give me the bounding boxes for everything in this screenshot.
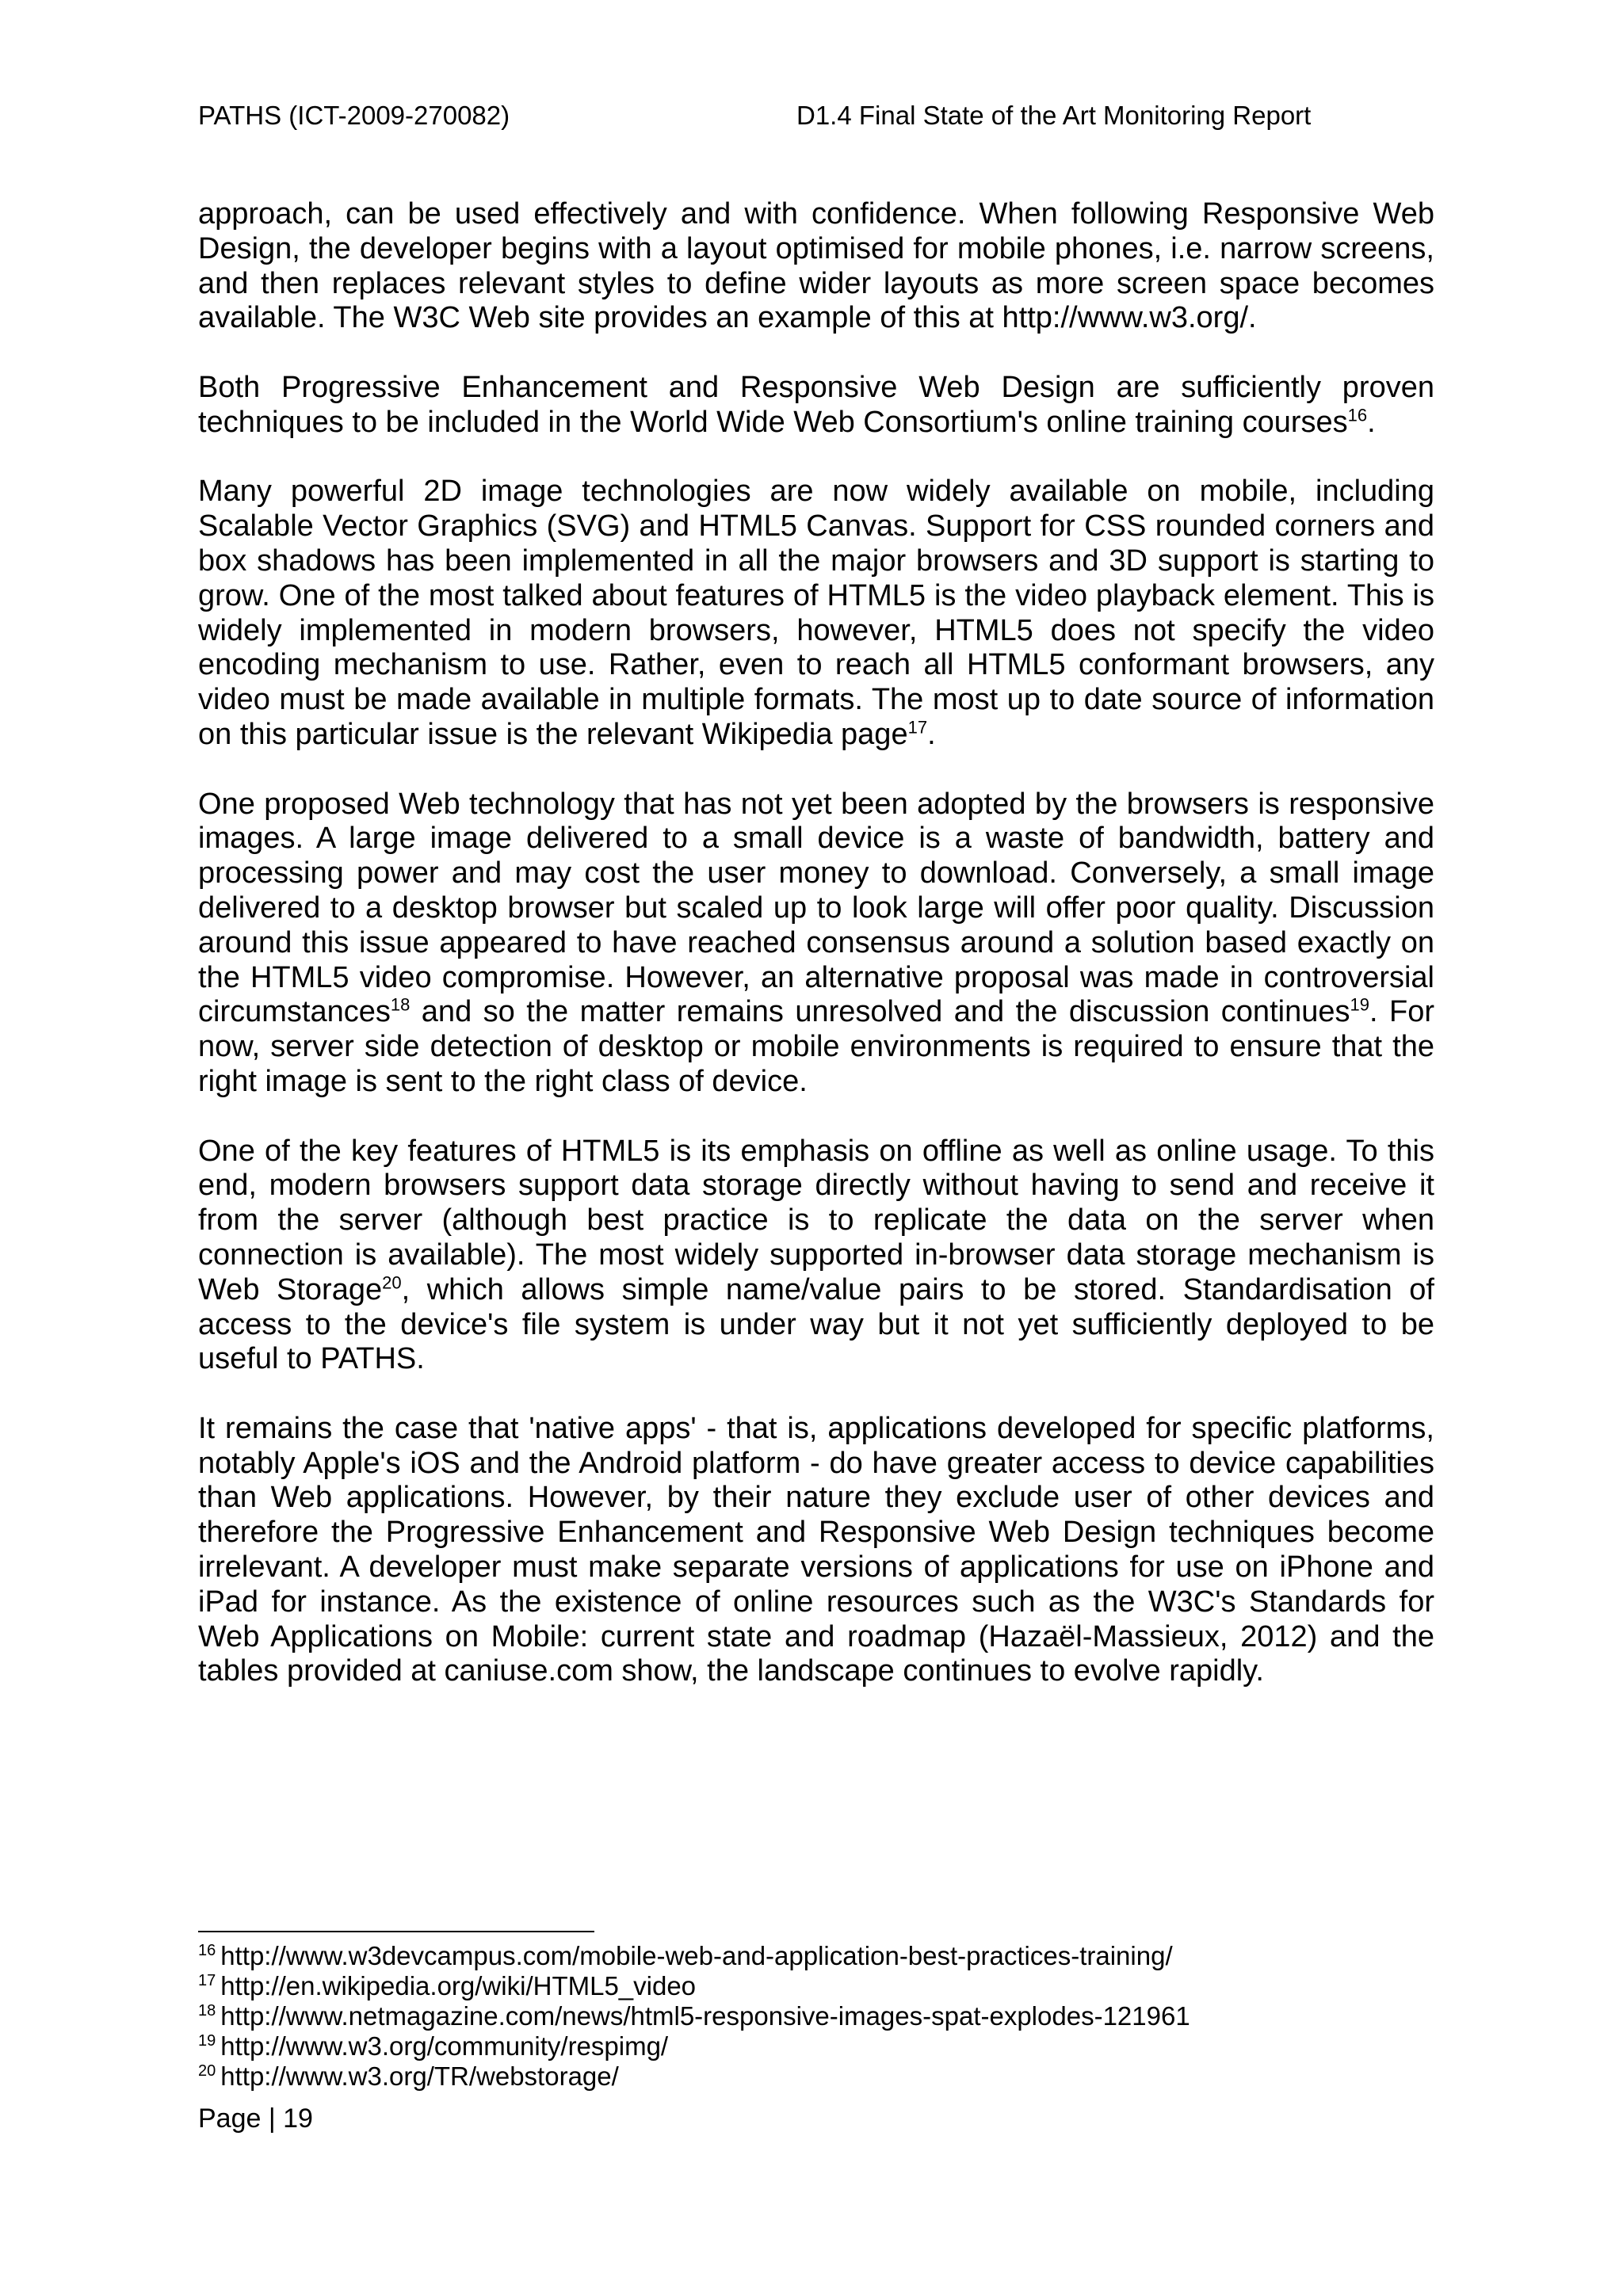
paragraph-4-text-b: and so the matter remains unresolved and the discussion continues — [410, 995, 1350, 1029]
paragraph-6: It remains the case that 'native apps' - that is, applications developed for specific platforms, notably Apple's iOS and the Android platform - do have greater access to device capabilities than Web applications. However, by their nature they exclude user of other devices and therefore the Progressive Enhancement and Responsive Web Design techniques become irrelevant. A developer must make separate versions of applications for use on iPhone and iPad for instance. As the existence of online resources such as the W3C's Standards for Web Applications on Mobile: current state and roadmap (Hazaël-Massieux, 2012) and the tables provided at caniuse.com show, the landscape continues to evolve rapidly. — [198, 1411, 1434, 1688]
body-text — [198, 197, 1434, 1724]
paragraph-3-end: . — [927, 717, 936, 751]
footnote-20 — [198, 2061, 1434, 2092]
footnote-ref-19[interactable]: 19 — [1350, 994, 1369, 1015]
footnote-number: 19 — [198, 2032, 216, 2050]
paragraph-4 — [198, 788, 1434, 1100]
footnote-divider — [198, 1931, 594, 1932]
footnote-link[interactable]: http://www.w3devcampus.com/mobile-web-and-application-best-practices-training/ — [220, 1941, 1173, 1970]
paragraph-4-text-a: One proposed Web technology that has not yet been adopted by the browsers is responsive images. A large image delivered to a small device is a waste of bandwidth, battery and processing power and may cost the user money to download. Conversely, a small image delivered to a desktop browser but scaled up to look large will offer poor quality. Discussion around this issue appeared to have reached consensus around a solution based exactly on the HTML5 video compromise. However, an alternative proposal was made in controversial circumstances — [198, 787, 1434, 1029]
paragraph-2-text: Both Progressive Enhancement and Responsive Web Design are sufficiently proven techniques to be included in the World Wide Web Consortium's online training courses — [198, 370, 1434, 439]
paragraph-1: approach, can be used effectively and with confidence. When following Responsive Web Design, the developer begins with a layout optimised for mobile phones, i.e. narrow screens, and then replaces relevant styles to define wider layouts as more screen space becomes available. The W3C Web site provides an example of this at http://www.w3.org/. — [198, 197, 1434, 335]
header-document-title: D1.4 Final State of the Art Monitoring Report — [796, 101, 1312, 130]
footnote-19 — [198, 2031, 1434, 2061]
paragraph-4-text-c: . For now, server side detection of desktop or mobile environments is required to ensure that the right image is sent to the right class of device. — [198, 995, 1434, 1098]
paragraph-3 — [198, 475, 1434, 752]
paragraph-5 — [198, 1135, 1434, 1378]
header-project-id: PATHS (ICT-2009-270082) — [198, 101, 510, 130]
footnote-number: 17 — [198, 1972, 216, 1989]
footnote-17 — [198, 1971, 1434, 2001]
footnote-link[interactable]: http://www.w3.org/TR/webstorage/ — [220, 2061, 619, 2091]
footnote-number: 18 — [198, 2002, 216, 2019]
footnote-number: 16 — [198, 1942, 216, 1959]
footnote-ref-18[interactable]: 18 — [390, 994, 411, 1015]
footnote-link[interactable]: http://www.w3.org/community/respimg/ — [220, 2031, 669, 2061]
footnotes — [198, 1941, 1434, 2092]
footnote-ref-16[interactable]: 16 — [1347, 405, 1368, 425]
footnote-ref-17[interactable]: 17 — [907, 717, 928, 738]
paragraph-5-text-a: One of the key features of HTML5 is its emphasis on offline as well as online usage. To this end, modern browsers support data storage directly without having to send and receive it from the server (although best practice is to replicate the data on the server when connection is available). The most widely supported in-browser data storage mechanism is Web Storage — [198, 1134, 1434, 1306]
paragraph-2 — [198, 371, 1434, 441]
footnote-18 — [198, 2001, 1434, 2031]
footnote-link[interactable]: http://www.netmagazine.com/news/html5-responsive-images-spat-explodes-121961 — [220, 2001, 1190, 2031]
paragraph-5-text-b: , which allows simple name/value pairs to be stored. Standardisation of access to the device's file system is under way but it not yet sufficiently deployed to be useful to PATHS. — [198, 1272, 1434, 1376]
footnote-link[interactable]: http://en.wikipedia.org/wiki/HTML5_video — [220, 1971, 697, 2000]
page-header — [198, 98, 1434, 133]
footnote-ref-20[interactable]: 20 — [382, 1272, 402, 1293]
paragraph-2-end: . — [1367, 405, 1376, 439]
footnote-number: 20 — [198, 2062, 216, 2080]
page-number: Page | 19 — [198, 2103, 313, 2134]
footnote-16 — [198, 1941, 1434, 1971]
paragraph-3-text: Many powerful 2D image technologies are now widely available on mobile, including Scalable Vector Graphics (SVG) and HTML5 Canvas. Support for CSS rounded corners and box shadows has been implemented in all the major browsers and 3D support is starting to grow. One of the most talked about features of HTML5 is the video playback element. This is widely implemented in modern browsers, however, HTML5 does not specify the video encoding mechanism to use. Rather, even to reach all HTML5 conformant browsers, any video must be made available in multiple formats. The most up to date source of information on this particular issue is the relevant Wikipedia page — [198, 475, 1434, 751]
